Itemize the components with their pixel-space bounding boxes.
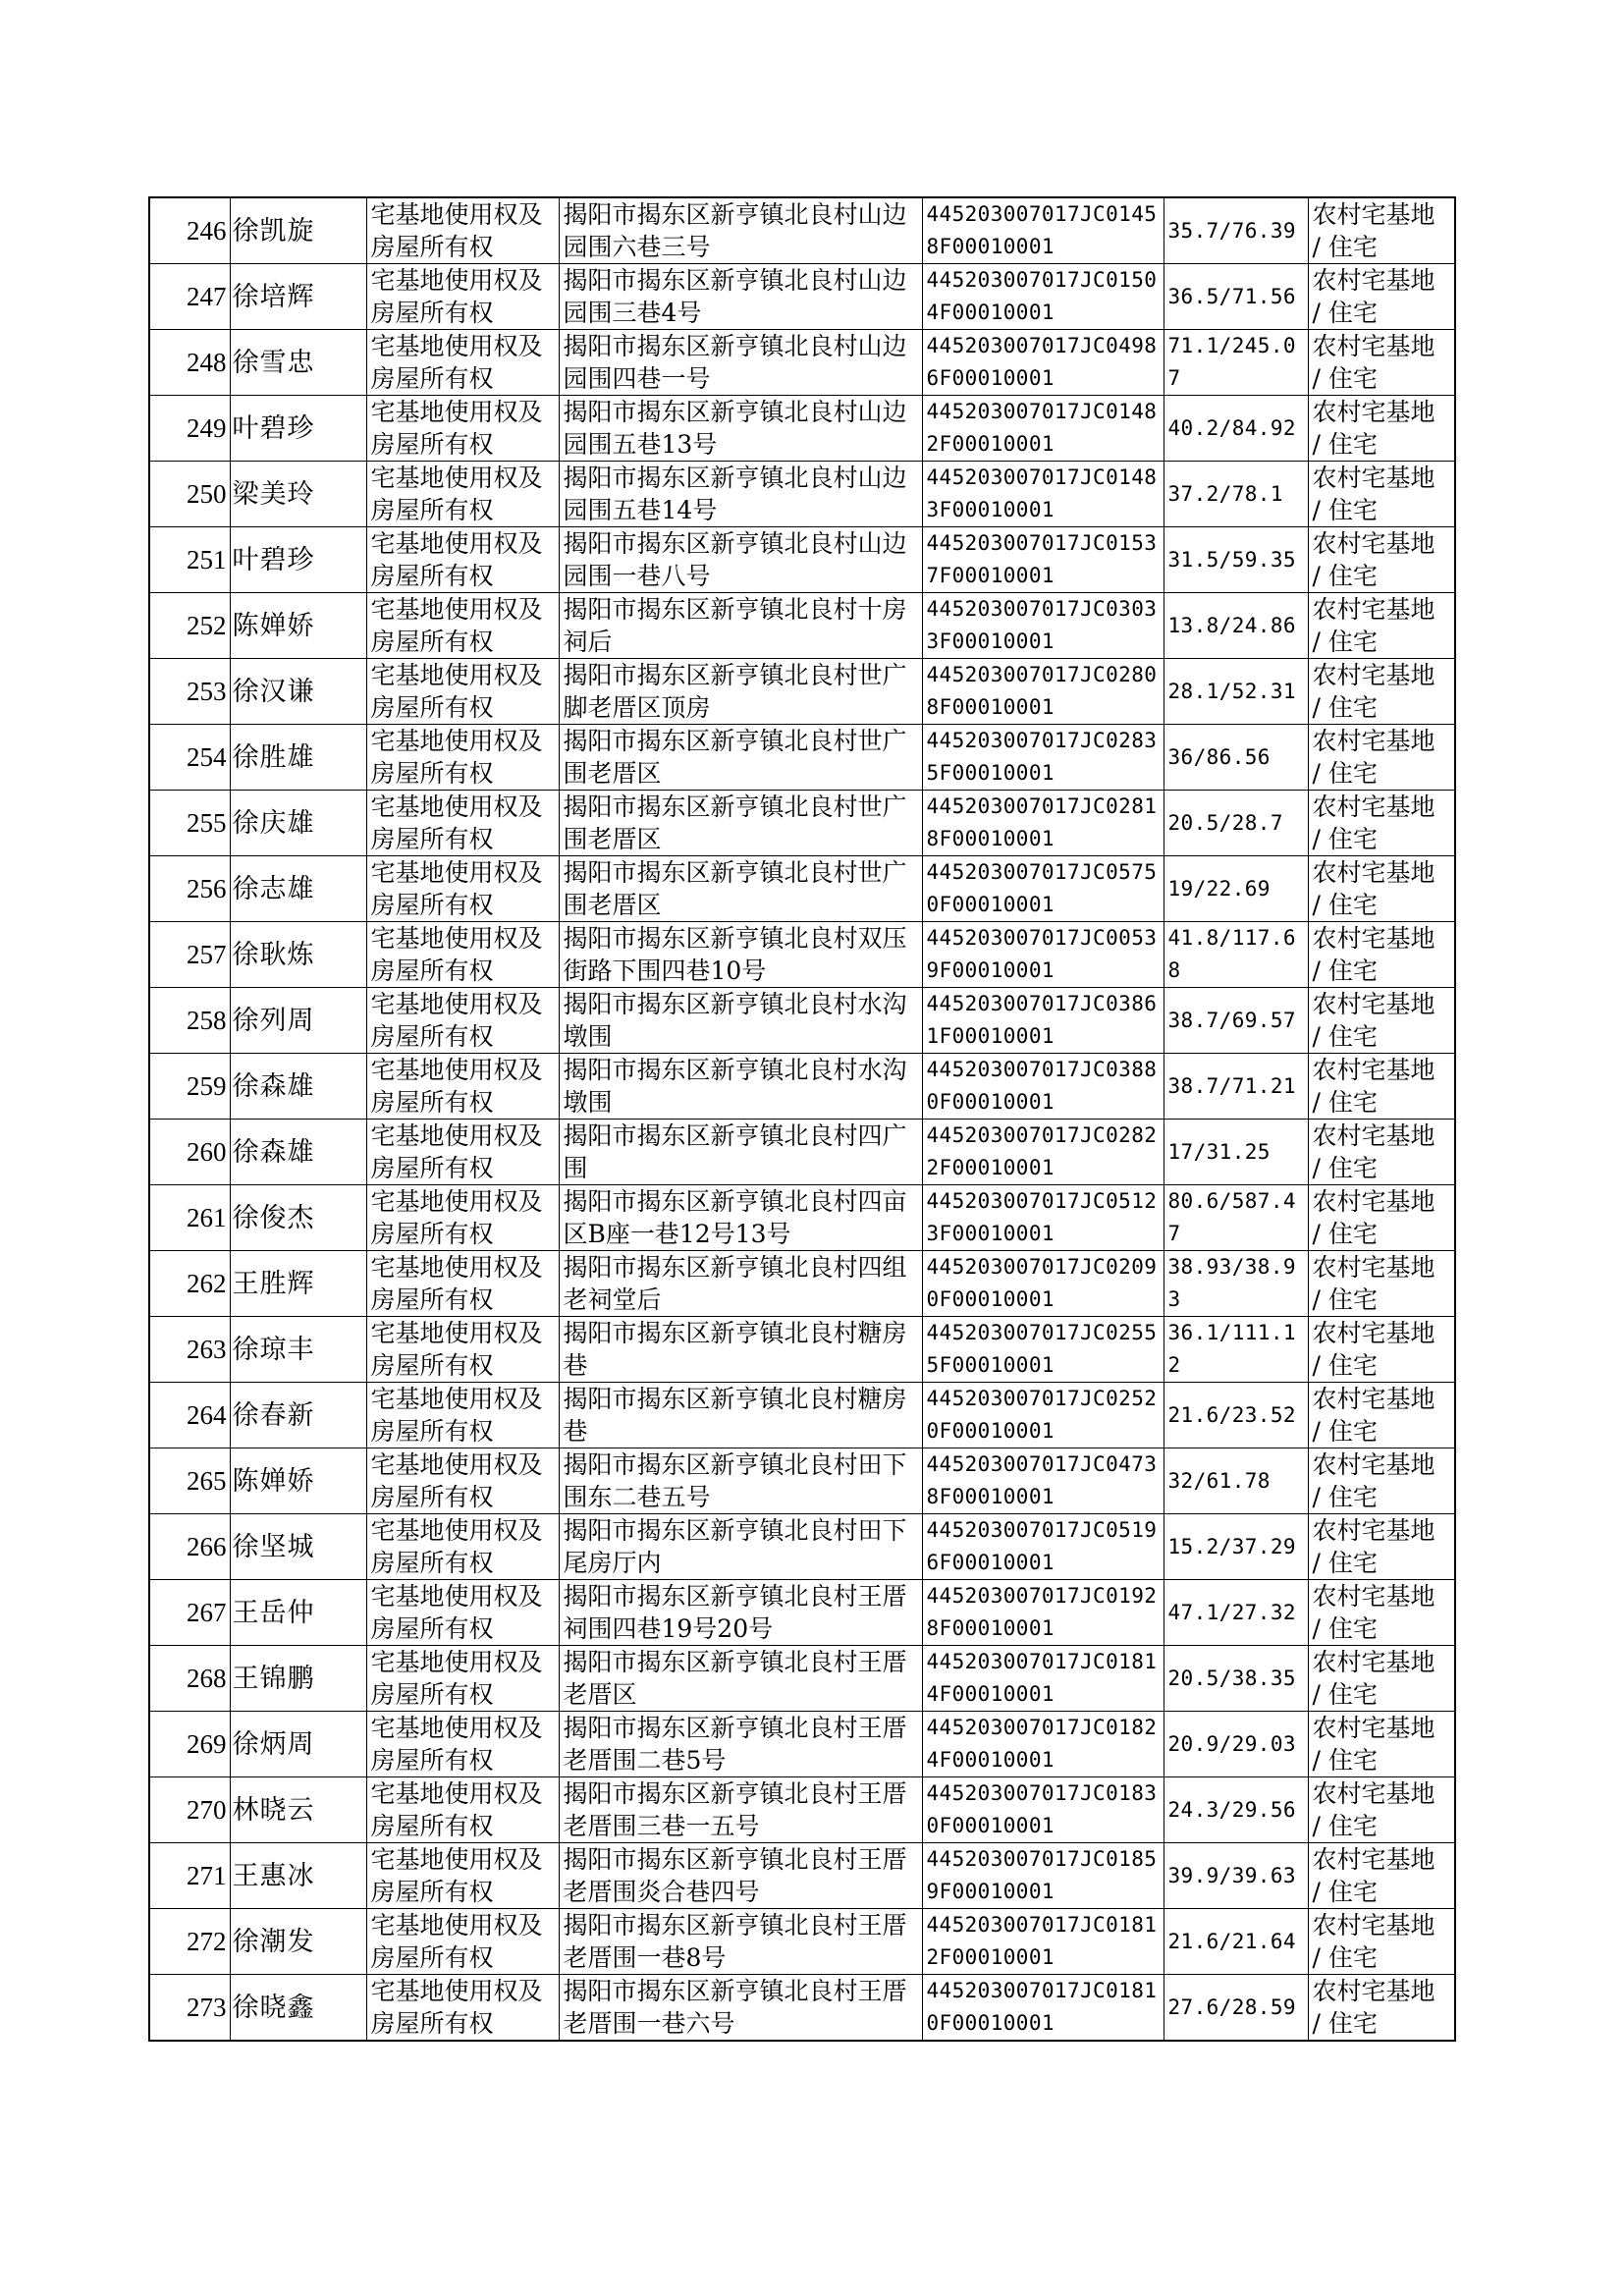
right-type-cell: 宅基地使用权及房屋所有权 xyxy=(366,527,559,593)
row-number-cell: 246 xyxy=(149,197,230,264)
table-row xyxy=(149,725,1455,791)
location-address-cell: 揭阳市揭东区新亨镇北良村双压街路下围四巷10号 xyxy=(559,922,922,988)
unit-code-cell: 445203007017JC01483F00010001 xyxy=(922,462,1164,527)
area-value-cell: 31.5/59.35 xyxy=(1164,527,1308,593)
table-row xyxy=(149,396,1455,462)
owner-name-cell: 王岳仲 xyxy=(230,1580,366,1646)
location-address-cell: 揭阳市揭东区新亨镇北良村世广脚老厝区顶房 xyxy=(559,659,922,725)
table-row xyxy=(149,1646,1455,1712)
land-use-cell: 农村宅基地 / 住宅 xyxy=(1308,1448,1455,1514)
land-use-cell: 农村宅基地 / 住宅 xyxy=(1308,1317,1455,1383)
right-type-cell: 宅基地使用权及房屋所有权 xyxy=(366,1909,559,1975)
unit-code-cell: 445203007017JC02835F00010001 xyxy=(922,725,1164,791)
right-type-cell: 宅基地使用权及房屋所有权 xyxy=(366,856,559,922)
location-address-cell: 揭阳市揭东区新亨镇北良村世广围老厝区 xyxy=(559,725,922,791)
row-number-cell: 259 xyxy=(149,1054,230,1120)
land-use-cell: 农村宅基地 / 住宅 xyxy=(1308,1383,1455,1448)
location-address-cell: 揭阳市揭东区新亨镇北良村山边园围三巷4号 xyxy=(559,264,922,330)
owner-name-cell: 徐俊杰 xyxy=(230,1185,366,1251)
land-use-cell: 农村宅基地 / 住宅 xyxy=(1308,1514,1455,1580)
area-value-cell: 39.9/39.63 xyxy=(1164,1843,1308,1909)
registry-table xyxy=(148,196,1456,2042)
right-type-cell: 宅基地使用权及房屋所有权 xyxy=(366,1975,559,2042)
location-address-cell: 揭阳市揭东区新亨镇北良村王厝老厝围炎合巷四号 xyxy=(559,1843,922,1909)
right-type-cell: 宅基地使用权及房屋所有权 xyxy=(366,1120,559,1185)
location-address-cell: 揭阳市揭东区新亨镇北良村世广围老厝区 xyxy=(559,856,922,922)
owner-name-cell: 徐庆雄 xyxy=(230,791,366,856)
land-use-cell: 农村宅基地 / 住宅 xyxy=(1308,1120,1455,1185)
location-address-cell: 揭阳市揭东区新亨镇北良村糖房巷 xyxy=(559,1317,922,1383)
area-value-cell: 13.8/24.86 xyxy=(1164,593,1308,659)
land-use-cell: 农村宅基地 / 住宅 xyxy=(1308,1975,1455,2042)
row-number-cell: 258 xyxy=(149,988,230,1054)
unit-code-cell: 445203007017JC01482F00010001 xyxy=(922,396,1164,462)
row-number-cell: 248 xyxy=(149,330,230,396)
right-type-cell: 宅基地使用权及房屋所有权 xyxy=(366,593,559,659)
area-value-cell: 24.3/29.56 xyxy=(1164,1777,1308,1843)
right-type-cell: 宅基地使用权及房屋所有权 xyxy=(366,1580,559,1646)
table-row xyxy=(149,1185,1455,1251)
unit-code-cell: 445203007017JC05196F00010001 xyxy=(922,1514,1164,1580)
owner-name-cell: 徐凯旋 xyxy=(230,197,366,264)
land-use-cell: 农村宅基地 / 住宅 xyxy=(1308,330,1455,396)
owner-name-cell: 徐坚城 xyxy=(230,1514,366,1580)
registry-table-body xyxy=(149,197,1455,2041)
unit-code-cell: 445203007017JC00539F00010001 xyxy=(922,922,1164,988)
right-type-cell: 宅基地使用权及房屋所有权 xyxy=(366,922,559,988)
row-number-cell: 254 xyxy=(149,725,230,791)
row-number-cell: 267 xyxy=(149,1580,230,1646)
row-number-cell: 266 xyxy=(149,1514,230,1580)
row-number-cell: 269 xyxy=(149,1712,230,1777)
location-address-cell: 揭阳市揭东区新亨镇北良村山边园围一巷八号 xyxy=(559,527,922,593)
location-address-cell: 揭阳市揭东区新亨镇北良村王厝老厝围一巷8号 xyxy=(559,1909,922,1975)
area-value-cell: 38.7/69.57 xyxy=(1164,988,1308,1054)
unit-code-cell: 445203007017JC05123F00010001 xyxy=(922,1185,1164,1251)
land-use-cell: 农村宅基地 / 住宅 xyxy=(1308,1054,1455,1120)
table-row xyxy=(149,197,1455,264)
table-row xyxy=(149,922,1455,988)
row-number-cell: 260 xyxy=(149,1120,230,1185)
unit-code-cell: 445203007017JC05750F00010001 xyxy=(922,856,1164,922)
owner-name-cell: 林晓云 xyxy=(230,1777,366,1843)
owner-name-cell: 徐胜雄 xyxy=(230,725,366,791)
area-value-cell: 19/22.69 xyxy=(1164,856,1308,922)
area-value-cell: 36.1/111.12 xyxy=(1164,1317,1308,1383)
area-value-cell: 21.6/21.64 xyxy=(1164,1909,1308,1975)
owner-name-cell: 徐森雄 xyxy=(230,1120,366,1185)
table-row xyxy=(149,1251,1455,1317)
area-value-cell: 80.6/587.47 xyxy=(1164,1185,1308,1251)
location-address-cell: 揭阳市揭东区新亨镇北良村糖房巷 xyxy=(559,1383,922,1448)
right-type-cell: 宅基地使用权及房屋所有权 xyxy=(366,396,559,462)
unit-code-cell: 445203007017JC01859F00010001 xyxy=(922,1843,1164,1909)
land-use-cell: 农村宅基地 / 住宅 xyxy=(1308,197,1455,264)
right-type-cell: 宅基地使用权及房屋所有权 xyxy=(366,1712,559,1777)
owner-name-cell: 徐炳周 xyxy=(230,1712,366,1777)
location-address-cell: 揭阳市揭东区新亨镇北良村世广围老厝区 xyxy=(559,791,922,856)
table-row xyxy=(149,1580,1455,1646)
location-address-cell: 揭阳市揭东区新亨镇北良村十房祠后 xyxy=(559,593,922,659)
location-address-cell: 揭阳市揭东区新亨镇北良村山边园围四巷一号 xyxy=(559,330,922,396)
location-address-cell: 揭阳市揭东区新亨镇北良村山边园围六巷三号 xyxy=(559,197,922,264)
right-type-cell: 宅基地使用权及房屋所有权 xyxy=(366,659,559,725)
area-value-cell: 41.8/117.68 xyxy=(1164,922,1308,988)
area-value-cell: 35.7/76.39 xyxy=(1164,197,1308,264)
right-type-cell: 宅基地使用权及房屋所有权 xyxy=(366,264,559,330)
owner-name-cell: 徐晓鑫 xyxy=(230,1975,366,2042)
row-number-cell: 252 xyxy=(149,593,230,659)
table-row xyxy=(149,330,1455,396)
table-row xyxy=(149,659,1455,725)
area-value-cell: 20.5/28.7 xyxy=(1164,791,1308,856)
owner-name-cell: 王锦鹏 xyxy=(230,1646,366,1712)
land-use-cell: 农村宅基地 / 住宅 xyxy=(1308,659,1455,725)
table-row xyxy=(149,1909,1455,1975)
right-type-cell: 宅基地使用权及房屋所有权 xyxy=(366,1383,559,1448)
right-type-cell: 宅基地使用权及房屋所有权 xyxy=(366,725,559,791)
table-row xyxy=(149,791,1455,856)
row-number-cell: 261 xyxy=(149,1185,230,1251)
table-row xyxy=(149,1975,1455,2042)
row-number-cell: 265 xyxy=(149,1448,230,1514)
row-number-cell: 253 xyxy=(149,659,230,725)
land-use-cell: 农村宅基地 / 住宅 xyxy=(1308,791,1455,856)
location-address-cell: 揭阳市揭东区新亨镇北良村水沟墩围 xyxy=(559,988,922,1054)
owner-name-cell: 徐潮发 xyxy=(230,1909,366,1975)
location-address-cell: 揭阳市揭东区新亨镇北良村王厝老厝围二巷5号 xyxy=(559,1712,922,1777)
land-use-cell: 农村宅基地 / 住宅 xyxy=(1308,988,1455,1054)
unit-code-cell: 445203007017JC02555F00010001 xyxy=(922,1317,1164,1383)
area-value-cell: 38.7/71.21 xyxy=(1164,1054,1308,1120)
right-type-cell: 宅基地使用权及房屋所有权 xyxy=(366,988,559,1054)
right-type-cell: 宅基地使用权及房屋所有权 xyxy=(366,1251,559,1317)
unit-code-cell: 445203007017JC01830F00010001 xyxy=(922,1777,1164,1843)
location-address-cell: 揭阳市揭东区新亨镇北良村王厝老厝区 xyxy=(559,1646,922,1712)
owner-name-cell: 陈婵娇 xyxy=(230,1448,366,1514)
land-use-cell: 农村宅基地 / 住宅 xyxy=(1308,1251,1455,1317)
unit-code-cell: 445203007017JC03880F00010001 xyxy=(922,1054,1164,1120)
land-use-cell: 农村宅基地 / 住宅 xyxy=(1308,725,1455,791)
row-number-cell: 256 xyxy=(149,856,230,922)
right-type-cell: 宅基地使用权及房屋所有权 xyxy=(366,1514,559,1580)
location-address-cell: 揭阳市揭东区新亨镇北良村田下尾房厅内 xyxy=(559,1514,922,1580)
location-address-cell: 揭阳市揭东区新亨镇北良村四广围 xyxy=(559,1120,922,1185)
land-use-cell: 农村宅基地 / 住宅 xyxy=(1308,462,1455,527)
unit-code-cell: 445203007017JC01504F00010001 xyxy=(922,264,1164,330)
row-number-cell: 249 xyxy=(149,396,230,462)
area-value-cell: 20.5/38.35 xyxy=(1164,1646,1308,1712)
unit-code-cell: 445203007017JC02520F00010001 xyxy=(922,1383,1164,1448)
table-row xyxy=(149,264,1455,330)
table-row xyxy=(149,1843,1455,1909)
land-use-cell: 农村宅基地 / 住宅 xyxy=(1308,264,1455,330)
table-row xyxy=(149,1448,1455,1514)
land-use-cell: 农村宅基地 / 住宅 xyxy=(1308,1777,1455,1843)
row-number-cell: 255 xyxy=(149,791,230,856)
unit-code-cell: 445203007017JC02822F00010001 xyxy=(922,1120,1164,1185)
location-address-cell: 揭阳市揭东区新亨镇北良村水沟墩围 xyxy=(559,1054,922,1120)
area-value-cell: 36/86.56 xyxy=(1164,725,1308,791)
right-type-cell: 宅基地使用权及房屋所有权 xyxy=(366,1317,559,1383)
table-row xyxy=(149,527,1455,593)
row-number-cell: 270 xyxy=(149,1777,230,1843)
area-value-cell: 40.2/84.92 xyxy=(1164,396,1308,462)
unit-code-cell: 445203007017JC01812F00010001 xyxy=(922,1909,1164,1975)
right-type-cell: 宅基地使用权及房屋所有权 xyxy=(366,330,559,396)
location-address-cell: 揭阳市揭东区新亨镇北良村四亩区B座一巷12号13号 xyxy=(559,1185,922,1251)
right-type-cell: 宅基地使用权及房屋所有权 xyxy=(366,1054,559,1120)
land-use-cell: 农村宅基地 / 住宅 xyxy=(1308,593,1455,659)
table-row xyxy=(149,462,1455,527)
owner-name-cell: 徐雪忠 xyxy=(230,330,366,396)
land-use-cell: 农村宅基地 / 住宅 xyxy=(1308,527,1455,593)
area-value-cell: 32/61.78 xyxy=(1164,1448,1308,1514)
owner-name-cell: 陈婵娇 xyxy=(230,593,366,659)
unit-code-cell: 445203007017JC04738F00010001 xyxy=(922,1448,1164,1514)
location-address-cell: 揭阳市揭东区新亨镇北良村四组老祠堂后 xyxy=(559,1251,922,1317)
row-number-cell: 262 xyxy=(149,1251,230,1317)
area-value-cell: 36.5/71.56 xyxy=(1164,264,1308,330)
table-row xyxy=(149,593,1455,659)
unit-code-cell: 445203007017JC03033F00010001 xyxy=(922,593,1164,659)
owner-name-cell: 徐森雄 xyxy=(230,1054,366,1120)
area-value-cell: 27.6/28.59 xyxy=(1164,1975,1308,2042)
unit-code-cell: 445203007017JC02090F00010001 xyxy=(922,1251,1164,1317)
land-use-cell: 农村宅基地 / 住宅 xyxy=(1308,1185,1455,1251)
unit-code-cell: 445203007017JC02808F00010001 xyxy=(922,659,1164,725)
owner-name-cell: 徐汉谦 xyxy=(230,659,366,725)
unit-code-cell: 445203007017JC01458F00010001 xyxy=(922,197,1164,264)
land-use-cell: 农村宅基地 / 住宅 xyxy=(1308,1909,1455,1975)
owner-name-cell: 叶碧珍 xyxy=(230,527,366,593)
area-value-cell: 28.1/52.31 xyxy=(1164,659,1308,725)
row-number-cell: 272 xyxy=(149,1909,230,1975)
owner-name-cell: 王胜辉 xyxy=(230,1251,366,1317)
table-row xyxy=(149,988,1455,1054)
owner-name-cell: 徐志雄 xyxy=(230,856,366,922)
table-row xyxy=(149,1514,1455,1580)
row-number-cell: 251 xyxy=(149,527,230,593)
land-use-cell: 农村宅基地 / 住宅 xyxy=(1308,1580,1455,1646)
row-number-cell: 257 xyxy=(149,922,230,988)
owner-name-cell: 梁美玲 xyxy=(230,462,366,527)
table-row xyxy=(149,1317,1455,1383)
right-type-cell: 宅基地使用权及房屋所有权 xyxy=(366,1843,559,1909)
right-type-cell: 宅基地使用权及房屋所有权 xyxy=(366,1185,559,1251)
owner-name-cell: 徐琼丰 xyxy=(230,1317,366,1383)
right-type-cell: 宅基地使用权及房屋所有权 xyxy=(366,1646,559,1712)
row-number-cell: 268 xyxy=(149,1646,230,1712)
unit-code-cell: 445203007017JC03861F00010001 xyxy=(922,988,1164,1054)
right-type-cell: 宅基地使用权及房屋所有权 xyxy=(366,791,559,856)
owner-name-cell: 徐列周 xyxy=(230,988,366,1054)
row-number-cell: 247 xyxy=(149,264,230,330)
right-type-cell: 宅基地使用权及房屋所有权 xyxy=(366,1448,559,1514)
unit-code-cell: 445203007017JC04986F00010001 xyxy=(922,330,1164,396)
row-number-cell: 273 xyxy=(149,1975,230,2042)
table-row xyxy=(149,1712,1455,1777)
row-number-cell: 271 xyxy=(149,1843,230,1909)
area-value-cell: 37.2/78.1 xyxy=(1164,462,1308,527)
row-number-cell: 263 xyxy=(149,1317,230,1383)
owner-name-cell: 徐耿炼 xyxy=(230,922,366,988)
area-value-cell: 20.9/29.03 xyxy=(1164,1712,1308,1777)
land-use-cell: 农村宅基地 / 住宅 xyxy=(1308,856,1455,922)
row-number-cell: 264 xyxy=(149,1383,230,1448)
land-use-cell: 农村宅基地 / 住宅 xyxy=(1308,1646,1455,1712)
area-value-cell: 38.93/38.93 xyxy=(1164,1251,1308,1317)
location-address-cell: 揭阳市揭东区新亨镇北良村王厝老厝围一巷六号 xyxy=(559,1975,922,2042)
unit-code-cell: 445203007017JC02818F00010001 xyxy=(922,791,1164,856)
area-value-cell: 71.1/245.07 xyxy=(1164,330,1308,396)
location-address-cell: 揭阳市揭东区新亨镇北良村王厝老厝围三巷一五号 xyxy=(559,1777,922,1843)
location-address-cell: 揭阳市揭东区新亨镇北良村田下围东二巷五号 xyxy=(559,1448,922,1514)
table-row xyxy=(149,1383,1455,1448)
right-type-cell: 宅基地使用权及房屋所有权 xyxy=(366,197,559,264)
row-number-cell: 250 xyxy=(149,462,230,527)
area-value-cell: 17/31.25 xyxy=(1164,1120,1308,1185)
owner-name-cell: 王惠冰 xyxy=(230,1843,366,1909)
unit-code-cell: 445203007017JC01928F00010001 xyxy=(922,1580,1164,1646)
land-use-cell: 农村宅基地 / 住宅 xyxy=(1308,1712,1455,1777)
table-row xyxy=(149,1054,1455,1120)
land-use-cell: 农村宅基地 / 住宅 xyxy=(1308,396,1455,462)
location-address-cell: 揭阳市揭东区新亨镇北良村王厝祠围四巷19号20号 xyxy=(559,1580,922,1646)
right-type-cell: 宅基地使用权及房屋所有权 xyxy=(366,1777,559,1843)
area-value-cell: 21.6/23.52 xyxy=(1164,1383,1308,1448)
location-address-cell: 揭阳市揭东区新亨镇北良村山边园围五巷14号 xyxy=(559,462,922,527)
right-type-cell: 宅基地使用权及房屋所有权 xyxy=(366,462,559,527)
area-value-cell: 15.2/37.29 xyxy=(1164,1514,1308,1580)
owner-name-cell: 徐春新 xyxy=(230,1383,366,1448)
unit-code-cell: 445203007017JC01824F00010001 xyxy=(922,1712,1164,1777)
owner-name-cell: 徐培辉 xyxy=(230,264,366,330)
location-address-cell: 揭阳市揭东区新亨镇北良村山边园围五巷13号 xyxy=(559,396,922,462)
table-row xyxy=(149,1777,1455,1843)
table-row xyxy=(149,1120,1455,1185)
unit-code-cell: 445203007017JC01810F00010001 xyxy=(922,1975,1164,2042)
table-row xyxy=(149,856,1455,922)
land-use-cell: 农村宅基地 / 住宅 xyxy=(1308,922,1455,988)
unit-code-cell: 445203007017JC01537F00010001 xyxy=(922,527,1164,593)
land-use-cell: 农村宅基地 / 住宅 xyxy=(1308,1843,1455,1909)
owner-name-cell: 叶碧珍 xyxy=(230,396,366,462)
unit-code-cell: 445203007017JC01814F00010001 xyxy=(922,1646,1164,1712)
area-value-cell: 47.1/27.32 xyxy=(1164,1580,1308,1646)
